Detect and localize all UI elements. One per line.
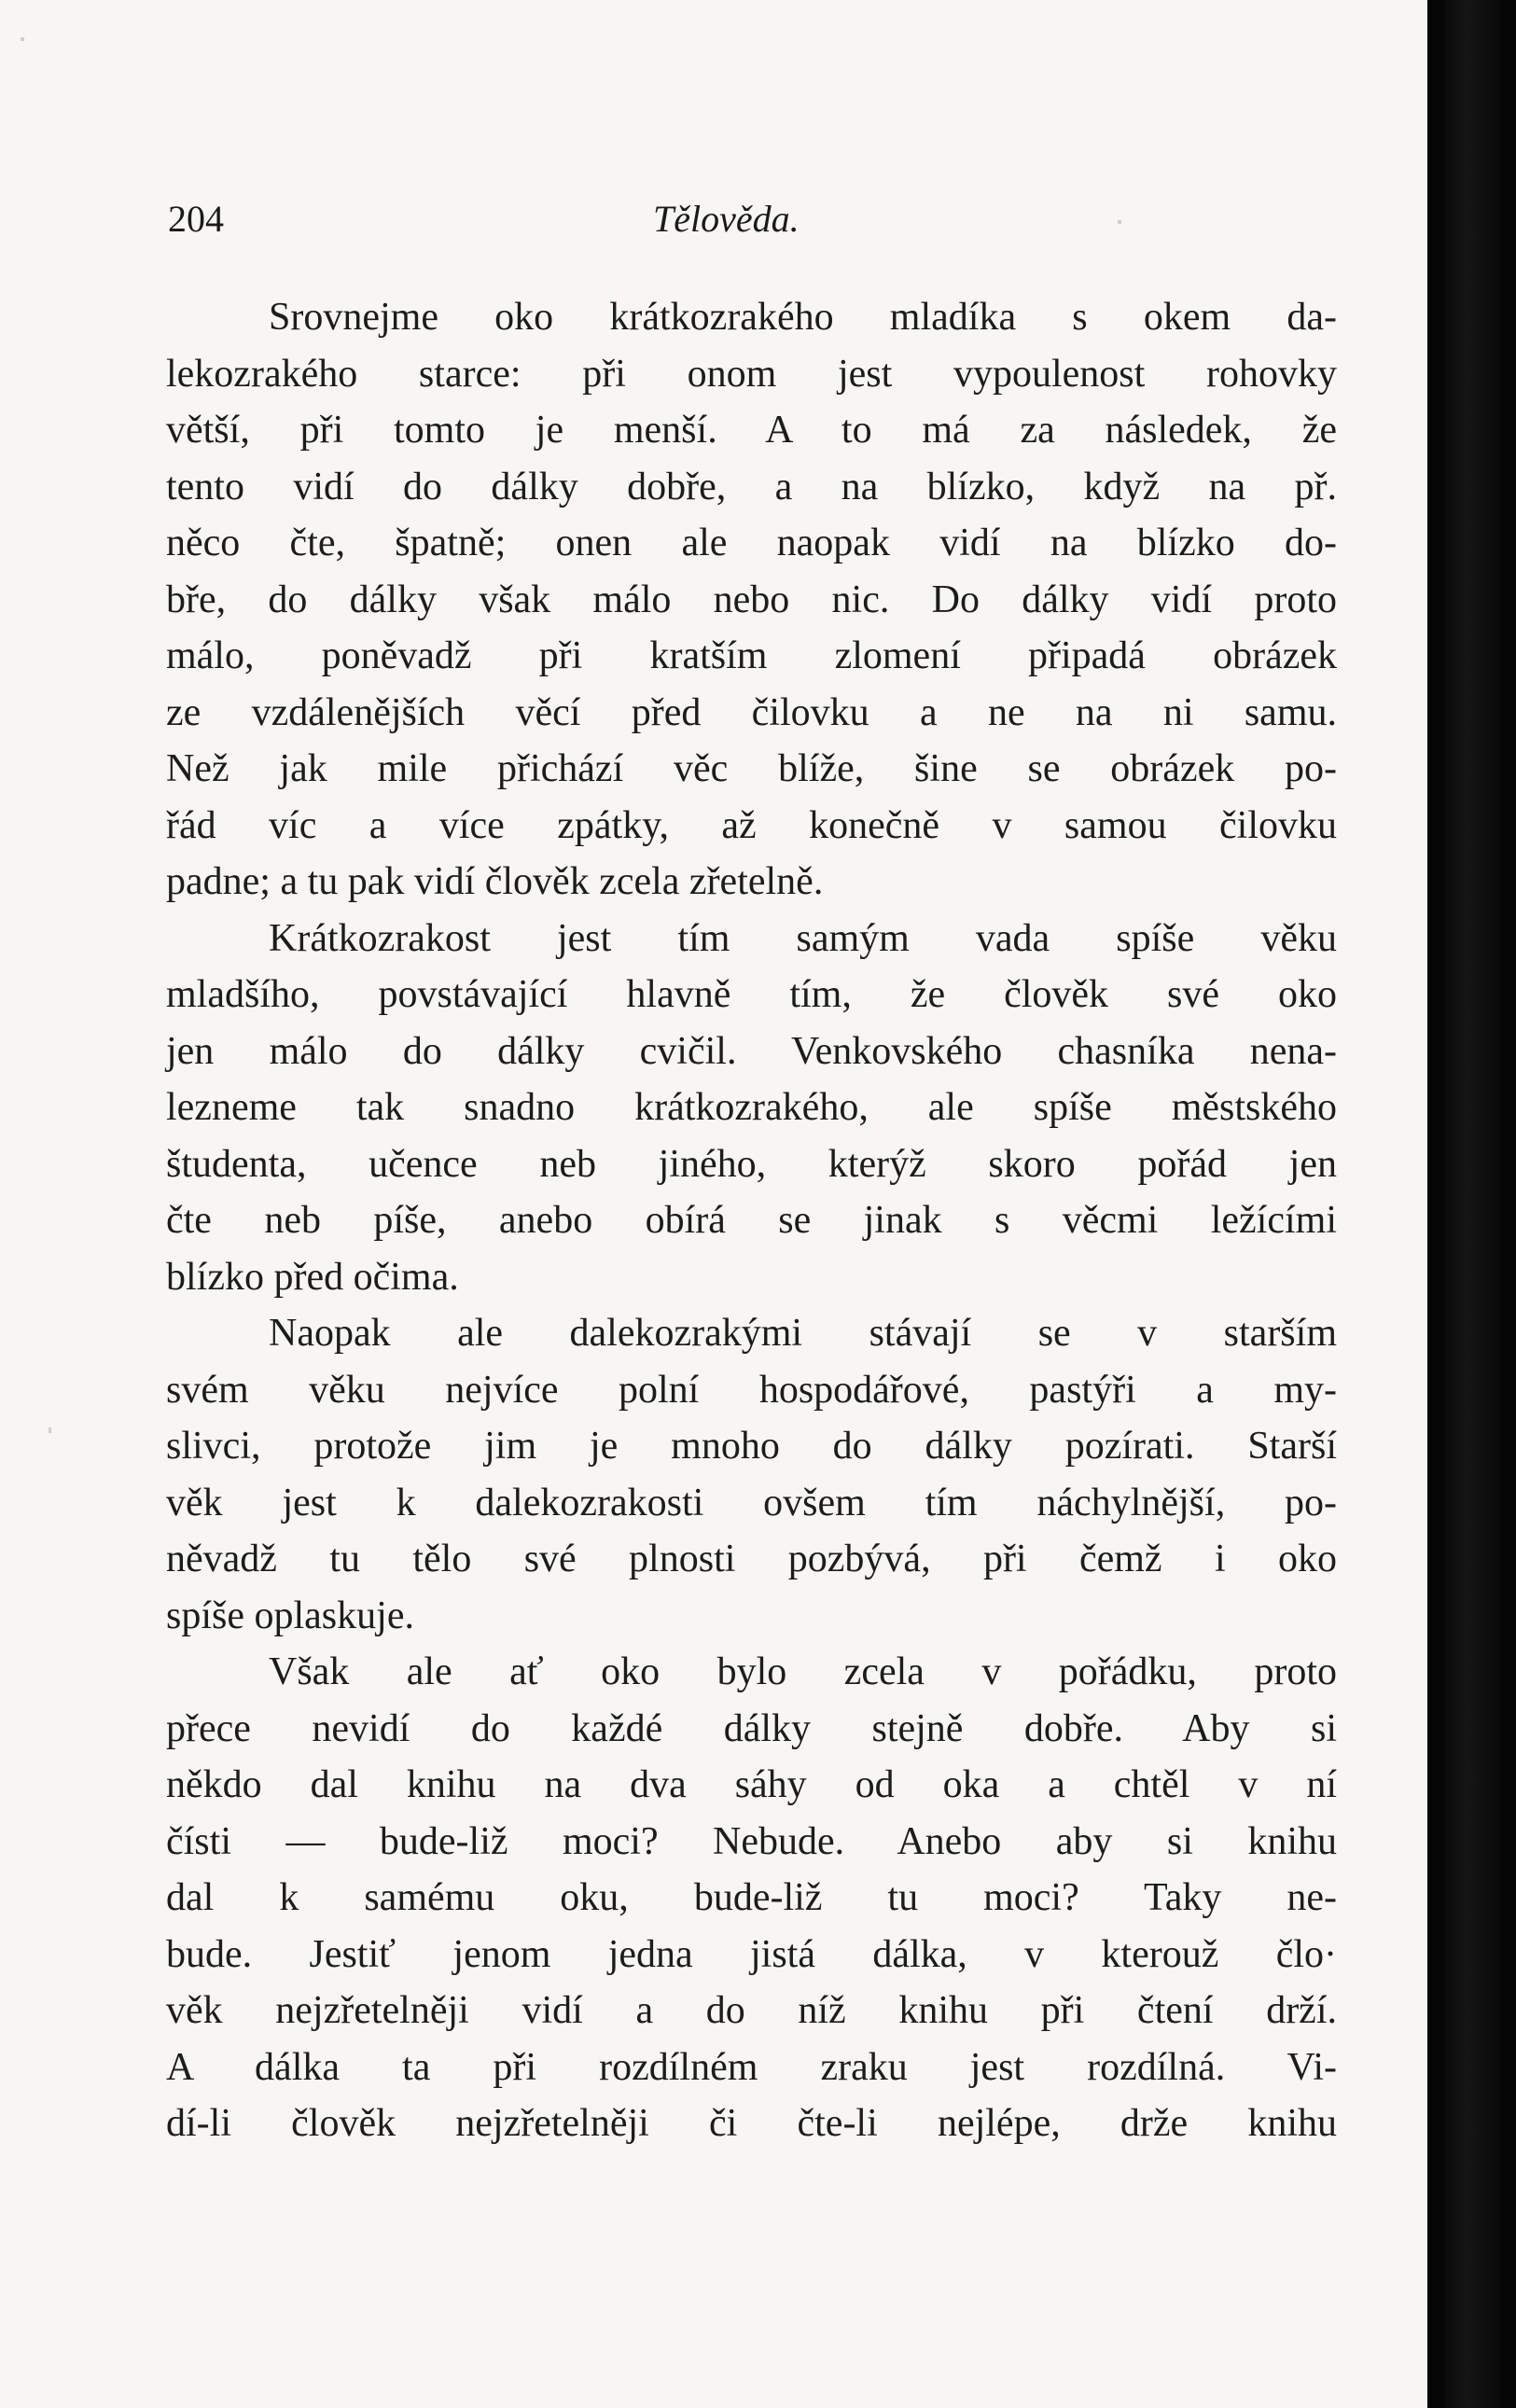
paper-speck (21, 37, 24, 41)
text-line: čísti — bude-liž moci? Nebude. Anebo aby si knihu (166, 1819, 1337, 1863)
text-line: řád víc a více zpátky, až konečně v samou čilovku (166, 803, 1337, 847)
text-line: bře, do dálky však málo nebo nic. Do dálky vidí proto (166, 578, 1337, 621)
page-header (168, 191, 1334, 257)
text-line: spíše oplaskuje. (166, 1594, 414, 1637)
text-line: lezneme tak snadno krátkozrakého, ale spíše městského (166, 1086, 1337, 1129)
text-line: A dálka ta při rozdílném zraku jest rozdílná. Vi- (166, 2045, 1337, 2089)
page-number: 204 (168, 198, 224, 240)
text-line: ze vzdálenějších věcí před čilovku a ne na ni samu. (166, 690, 1337, 734)
text-line: něco čte, špatně; onen ale naopak vidí na blízko do- (166, 522, 1337, 564)
book-edge-strip (1444, 0, 1500, 2408)
text-line: Než jak mile přichází věc blíže, šine se obrázek po- (166, 747, 1337, 790)
text-line: přece nevidí do každé dálky stejně dobře. Aby si (166, 1706, 1337, 1750)
text-line: Však ale ať oko bylo zcela v pořádku, proto (269, 1650, 1337, 1693)
text-line: blízko před očima. (166, 1255, 459, 1299)
text-line: věk jest k dalekozrakosti ovšem tím náchylnější, po- (166, 1481, 1337, 1524)
text-line: čte neb píše, anebo obírá se jinak s věcmi ležícími (166, 1199, 1337, 1242)
text-line: tento vidí do dálky dobře, a na blízko, když na př. (166, 465, 1337, 508)
text-line: padne; a tu pak vidí člověk zcela zřetelně. (166, 860, 824, 903)
text-line: Srovnejme oko krátkozrakého mladíka s okem da- (269, 296, 1337, 339)
text-line: málo, poněvadž při kratším zlomení připadá obrázek (166, 634, 1337, 677)
text-line: dal k samému oku, bude-liž tu moci? Taky ne- (166, 1876, 1337, 1919)
text-line: jen málo do dálky cvičil. Venkovského chasníka nena- (166, 1029, 1337, 1073)
paper-speck (49, 1427, 51, 1433)
text-line: něvadž tu tělo své plnosti pozbývá, při čemž i oko (166, 1538, 1337, 1580)
text-line: bude. Jestiť jenom jedna jistá dálka, v kterouž člo· (166, 1932, 1337, 1976)
text-line: svém věku nejvíce polní hospodářové, pastýři a my- (166, 1368, 1337, 1412)
text-line: slivci, protože jim je mnoho do dálky pozírati. Starší (166, 1425, 1337, 1468)
text-line: Krátkozrakost jest tím samým vada spíše věku (269, 916, 1337, 960)
text-line: větší, při tomto je menší. A to má za následek, že (166, 409, 1337, 452)
text-line: Naopak ale dalekozrakými stávají se v starším (269, 1312, 1337, 1355)
body-text (166, 289, 1337, 2152)
running-title: Tělověda. (653, 198, 800, 240)
text-line: věk nejzřetelněji vidí a do níž knihu při čtení drží. (166, 1989, 1337, 2032)
text-line: dí-li člověk nejzřetelněji či čte-li nejlépe, drže knihu (166, 2102, 1337, 2145)
text-line: lekozrakého starce: při onom jest vypoulenost rohovky (166, 352, 1337, 396)
text-line: študenta, učence neb jiného, kterýž skoro pořád jen (166, 1142, 1337, 1186)
text-line: mladšího, povstávající hlavně tím, že člověk své oko (166, 973, 1337, 1016)
text-line: někdo dal knihu na dva sáhy od oka a chtěl v ní (166, 1763, 1337, 1806)
